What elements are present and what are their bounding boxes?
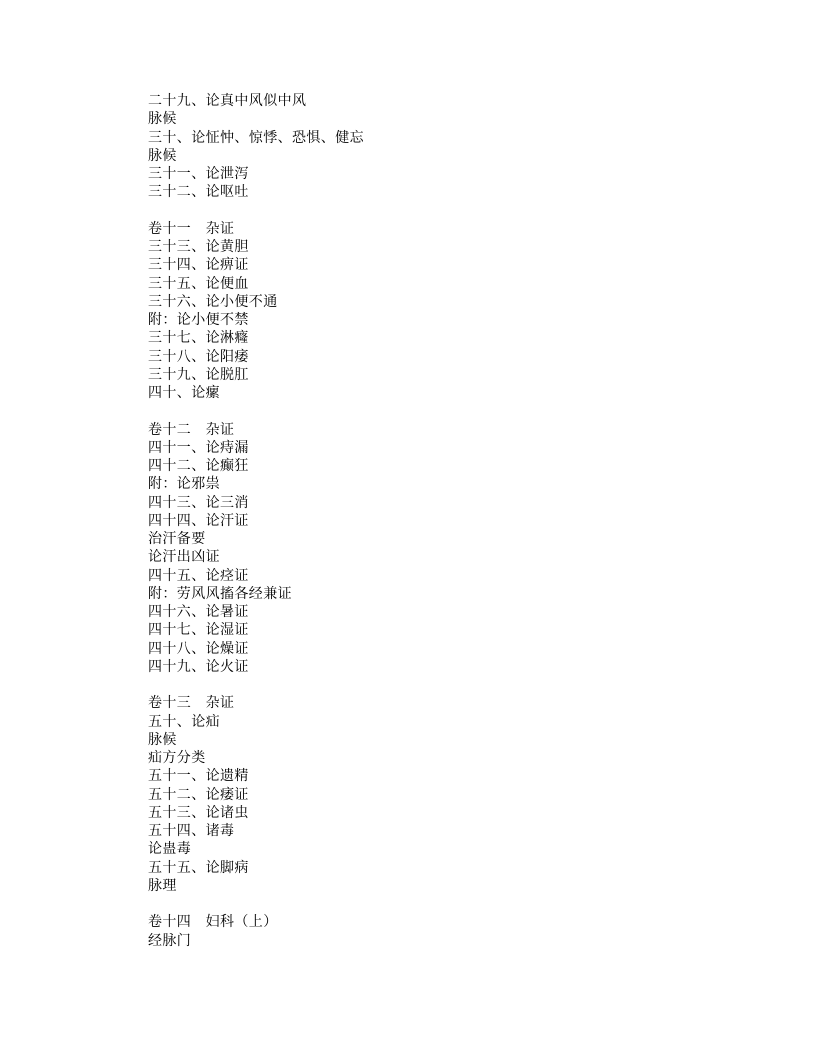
toc-entry: 四十五、论痉证 [148,568,249,584]
toc-entry: 五十五、论脚病 [148,860,249,876]
volume-heading: 卷十三 杂证 [148,696,235,712]
toc-entry: 三十三、论黄胆 [148,240,249,255]
blank-line [148,677,364,695]
toc-entry: 三十四、论痹证 [148,258,249,274]
toc-entry: 三十五、论便血 [148,276,249,292]
volume-heading: 卷十一 杂证 [148,221,235,237]
volume-heading: 卷十二 杂证 [148,422,235,438]
toc-entry: 四十、论瘰 [148,386,220,401]
toc-entry: 四十七、论湿证 [148,623,249,639]
toc-entry: 论汗出凶证 [148,550,220,566]
toc-entry: 四十一、论痔漏 [148,440,249,456]
toc-entry: 五十四、诸毒 [148,824,235,839]
toc-entry: 三十一、论泄泻 [148,167,249,182]
toc-entry: 脉候 [148,112,177,128]
toc-entry: 附：论邪祟 [148,477,220,493]
toc-entry: 四十九、论火证 [148,659,249,675]
toc-entry: 疝方分类 [148,751,206,766]
toc-entry: 四十八、论燥证 [148,641,249,657]
toc-entry: 论蛊毒 [148,842,192,858]
toc-entry: 脉理 [148,878,177,894]
toc-entry: 三十六、论小便不通 [148,294,278,310]
toc-entry: 三十二、论呕吐 [148,185,249,201]
toc-entry: 三十七、论淋癃 [148,331,249,347]
toc-entry: 三十、论怔忡、惊悸、恐惧、健忘 [148,130,364,146]
toc-entry: 治汗备要 [148,532,206,547]
toc-entry: 经脉门 [148,933,192,949]
table-of-contents [148,93,364,951]
toc-entry: 三十九、论脱肛 [148,367,249,383]
volume-heading: 卷十四 妇科（上） [148,915,278,931]
toc-entry: 五十一、论遗精 [148,769,249,785]
toc-entry: 三十八、论阳痿 [148,349,249,365]
toc-entry: 四十六、论暑证 [148,605,249,620]
toc-entry: 脉候 [148,148,177,164]
toc-entry: 附：论小便不禁 [148,313,249,328]
toc-entry: 附：劳风风搐各经兼证 [148,586,292,602]
blank-line [148,896,364,914]
toc-entry: 四十四、论汗证 [148,513,249,529]
toc-entry: 二十九、论真中风似中风 [148,94,307,109]
toc-entry: 四十二、论癫狂 [148,459,249,474]
blank-line [148,403,364,421]
blank-line [148,203,364,221]
toc-entry: 五十三、论诸虫 [148,805,249,821]
toc-entry: 五十、论疝 [148,714,220,730]
toc-entry: 脉候 [148,732,177,748]
toc-entry: 五十二、论痿证 [148,787,249,803]
toc-entry: 四十三、论三消 [148,495,249,511]
